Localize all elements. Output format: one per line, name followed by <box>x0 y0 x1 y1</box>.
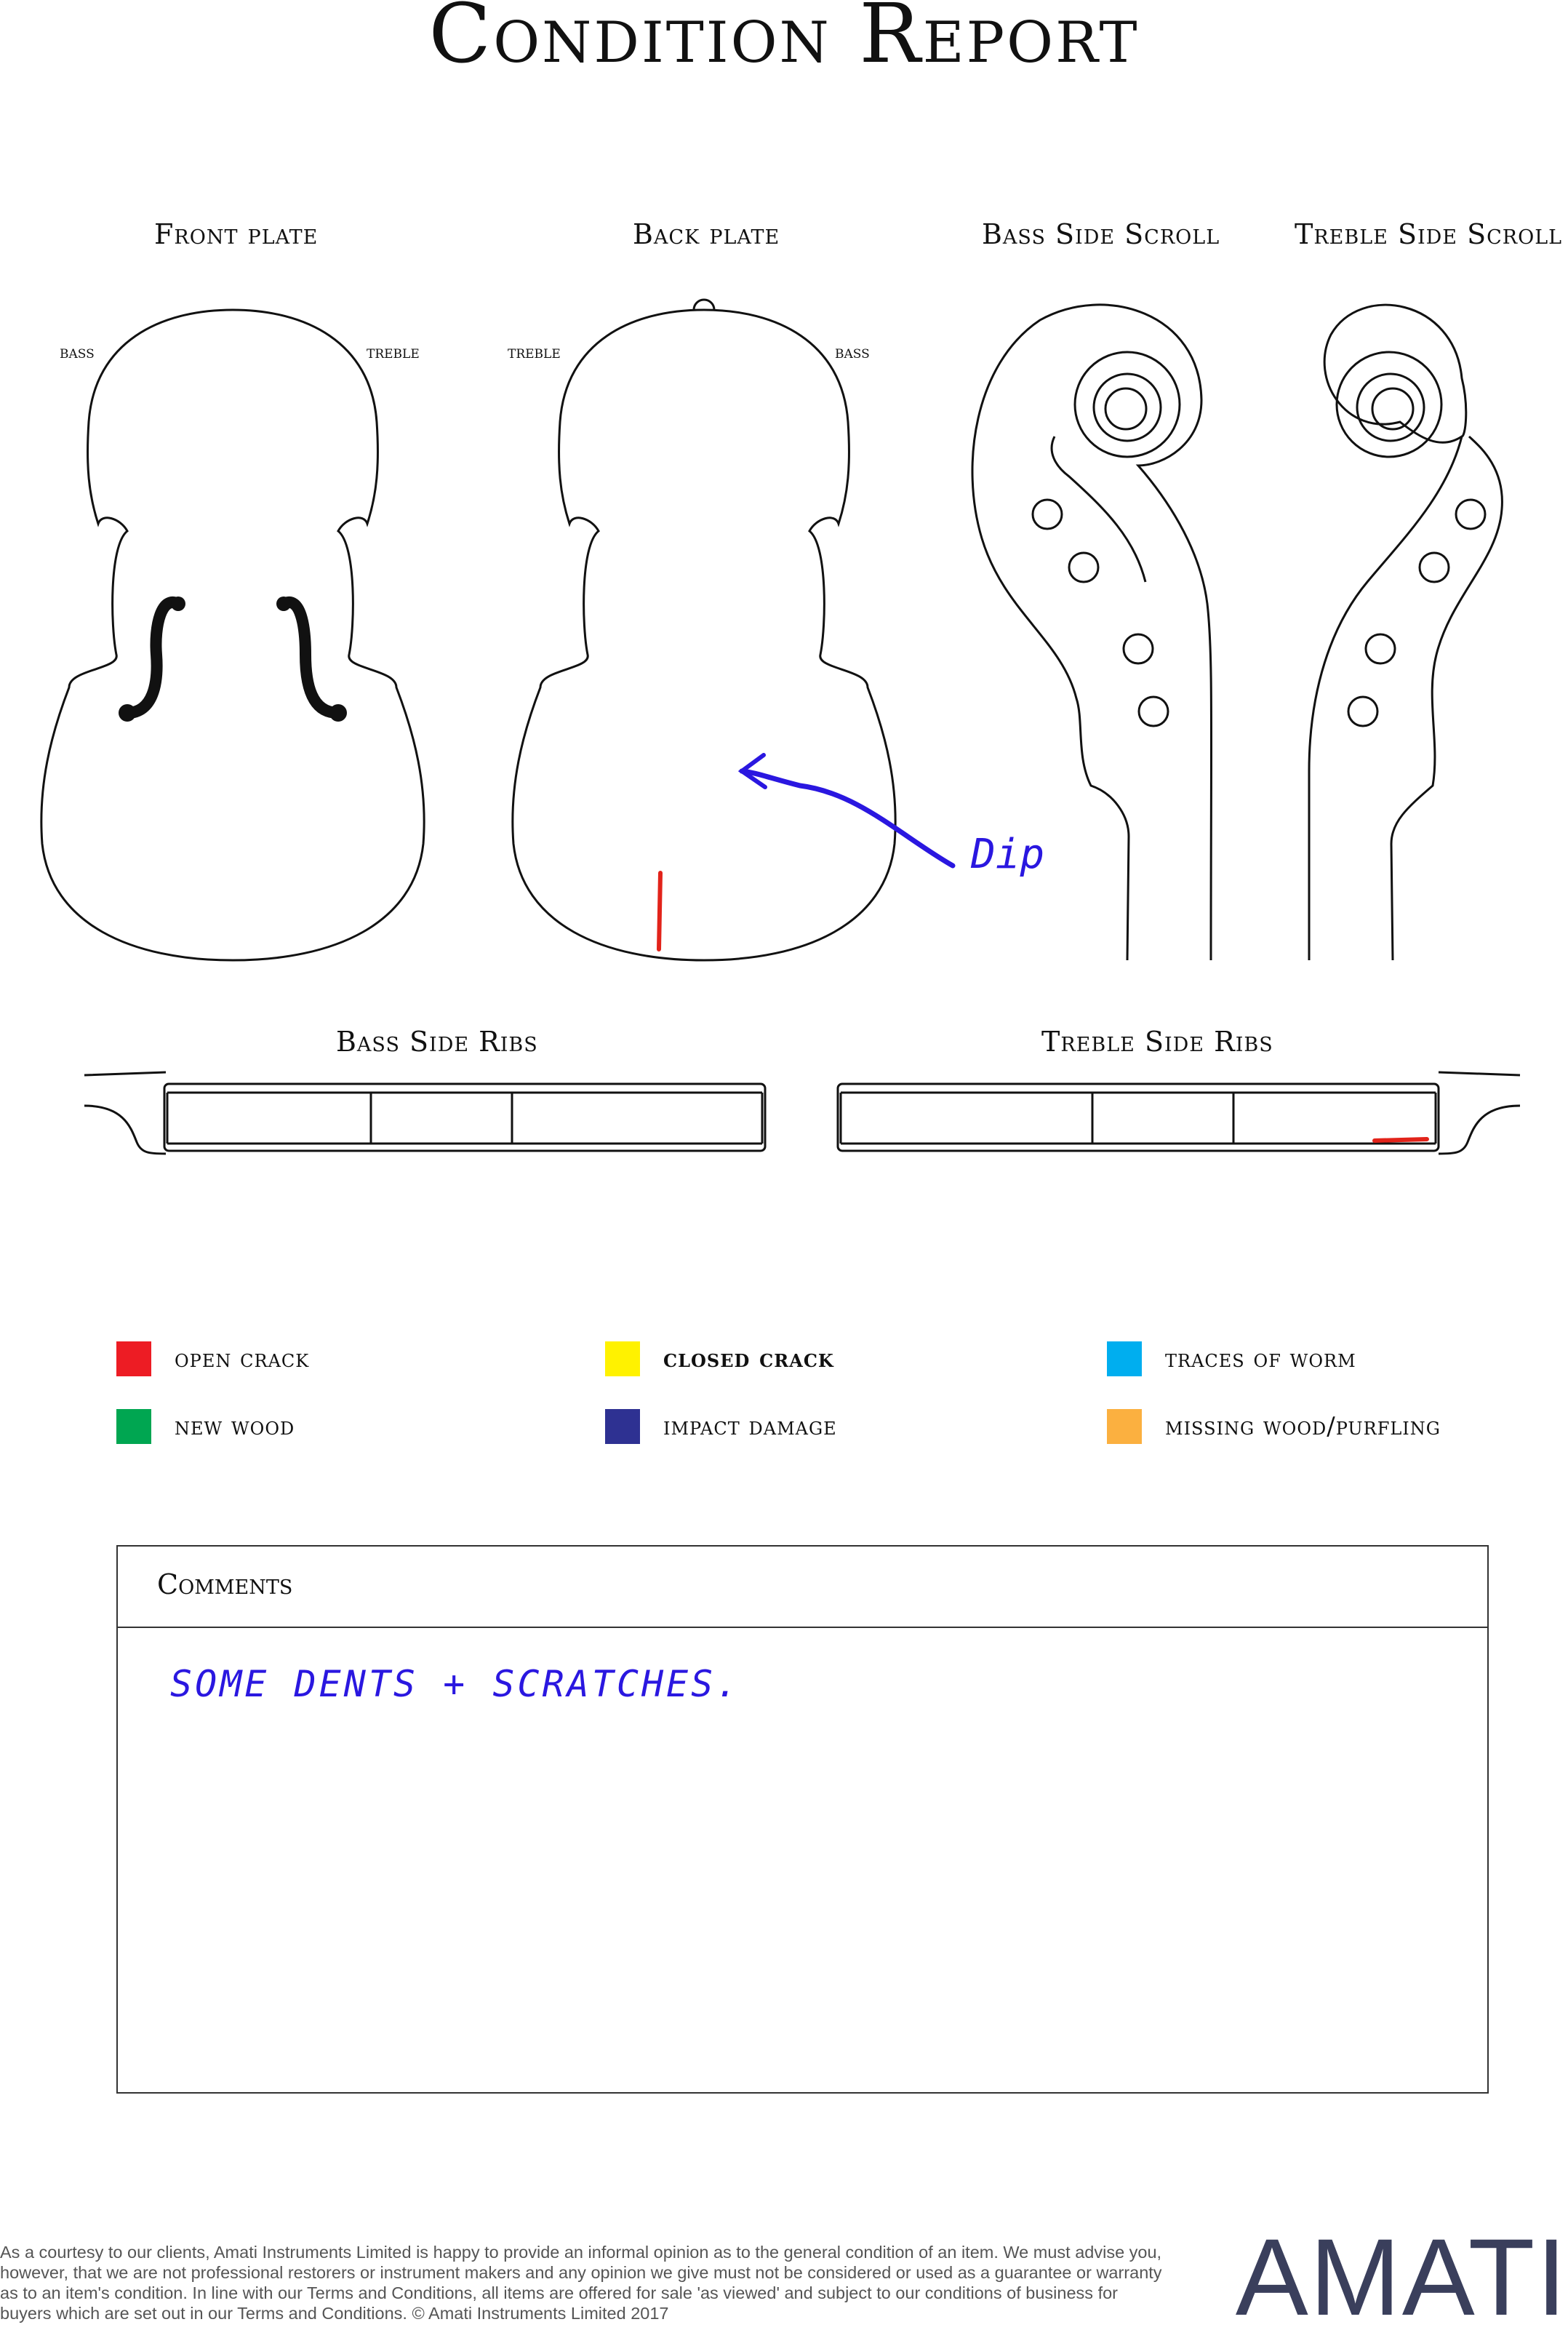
bass-f-hole <box>127 602 178 713</box>
comments-heading: Comments <box>157 1568 293 1600</box>
legend-impact-damage <box>605 1409 837 1444</box>
back-treble-label: treble <box>508 342 561 362</box>
front-treble-label: treble <box>367 342 420 362</box>
back-plate-label: Back plate <box>633 218 780 250</box>
bass-ribs-outline <box>164 1084 765 1151</box>
front-bass-label: bass <box>60 342 95 362</box>
treble-ribs-outline <box>838 1084 1439 1151</box>
treble-scroll-outline <box>1309 305 1502 960</box>
front-plate-outline <box>41 310 424 960</box>
legend-missing-wood <box>1107 1409 1441 1444</box>
bass-scroll-inner <box>1052 436 1145 582</box>
legend-open-crack <box>116 1341 309 1376</box>
missing-wood-swatch <box>1107 1409 1142 1444</box>
treble-side-ribs-label: Treble Side Ribs <box>1041 1026 1273 1058</box>
legend-new-wood <box>116 1409 295 1444</box>
open-crack-swatch <box>116 1341 151 1376</box>
open-crack-mark-ribs <box>1375 1139 1427 1141</box>
open-crack-mark-back <box>659 873 660 949</box>
comments-box <box>116 1545 1489 2094</box>
front-plate-label: Front plate <box>154 218 319 250</box>
back-button <box>694 300 714 310</box>
dip-arrow <box>742 771 953 866</box>
treble-f-hole <box>284 602 338 713</box>
legend-label: traces of worm <box>1165 1344 1356 1373</box>
impact-damage-swatch <box>605 1409 640 1444</box>
legend-label: missing wood/purfling <box>1165 1412 1441 1441</box>
legend-traces-of-worm <box>1107 1341 1356 1376</box>
page-title: Condition Report <box>428 0 1140 81</box>
legend-label: new wood <box>175 1412 295 1441</box>
bass-side-ribs-label: Bass Side Ribs <box>336 1026 538 1058</box>
legend-closed-crack <box>605 1341 834 1376</box>
legend-label: closed crack <box>663 1344 834 1373</box>
back-bass-label: bass <box>835 342 870 362</box>
closed-crack-swatch <box>605 1341 640 1376</box>
comments-text: SOME DENTS + SCRATCHES. <box>170 1663 741 1705</box>
back-plate-outline <box>513 310 895 960</box>
traces-of-worm-swatch <box>1107 1341 1142 1376</box>
legend-label: impact damage <box>663 1412 837 1441</box>
disclaimer-text: As a courtesy to our clients, Amati Instruments Limited is happy to provide an informal opinion as to the general condition of an item. We must advise you, however, that we are not professional restorers or instrument makers and any opinion we give must not be considered or used as a guarantee or warranty as to an item's condition. In line with our Terms and Conditions, all items are offered for sale 'as viewed' and subject to our conditions of business for buyers which are set out in our Terms and Conditions. © Amati Instruments Limited 2017 <box>0 2243 1162 2323</box>
new-wood-swatch <box>116 1409 151 1444</box>
legend-label: open crack <box>175 1344 310 1373</box>
comments-header <box>118 1547 1487 1628</box>
treble-side-scroll-label: Treble Side Scroll <box>1295 218 1563 250</box>
dip-note: Dip <box>971 831 1045 878</box>
bass-side-scroll-label: Bass Side Scroll <box>982 218 1220 250</box>
amati-logo: AMATI <box>1235 2216 1568 2338</box>
